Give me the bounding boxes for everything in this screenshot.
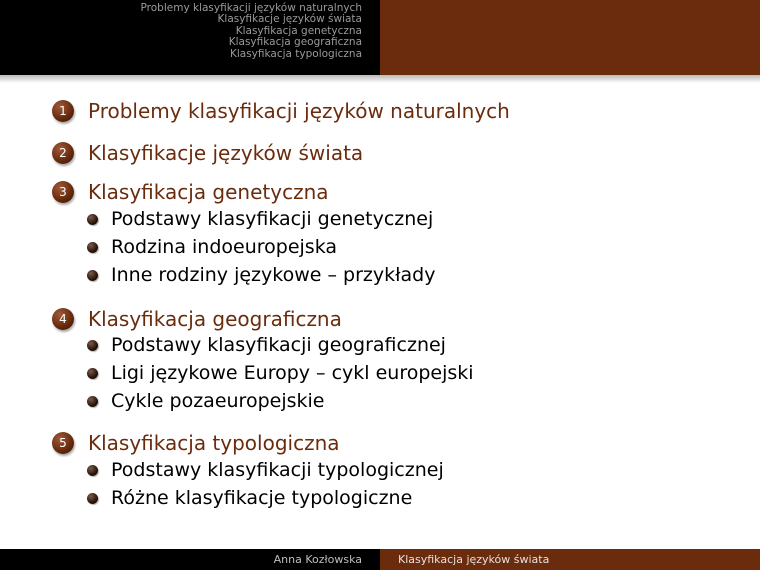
footer-author: Anna Kozłowska — [273, 553, 362, 566]
toc-subsection[interactable] — [87, 334, 446, 356]
section-number-ball: 5 — [52, 432, 74, 454]
subsection-title: Podstawy klasyfikacji typologicznej — [111, 459, 444, 481]
subsection-title: Podstawy klasyfikacji genetycznej — [111, 208, 434, 230]
bullet-icon — [87, 214, 98, 225]
toc-subsection[interactable] — [87, 264, 435, 286]
subsection-title: Ligi językowe Europy – cykl europejski — [111, 362, 474, 384]
subsection-title: Różne klasyfikacje typologiczne — [111, 487, 413, 509]
footer-right-panel — [380, 549, 760, 570]
section-number-ball: 4 — [52, 308, 74, 330]
section-number-ball: 3 — [52, 181, 74, 203]
nav-item-typologiczna[interactable]: Klasyfikacja typologiczna — [229, 47, 362, 60]
subsection-title: Podstawy klasyfikacji geograficznej — [111, 334, 446, 356]
toc-subsection[interactable] — [87, 390, 324, 412]
toc-subsection[interactable] — [87, 236, 337, 258]
toc-section-1[interactable] — [52, 99, 510, 123]
section-title: Klasyfikacje języków świata — [88, 141, 364, 165]
footer-left-panel — [0, 549, 380, 570]
section-title: Klasyfikacja genetyczna — [88, 180, 329, 204]
toc-section-3[interactable] — [52, 180, 329, 204]
section-number-ball: 2 — [52, 142, 74, 164]
toc-section-5[interactable] — [52, 431, 340, 455]
toc-subsection[interactable] — [87, 459, 444, 481]
nav-item-klasyfikacje[interactable]: Klasyfikacje języków świata — [217, 13, 362, 26]
bullet-icon — [87, 270, 98, 281]
nav-item-genetyczna[interactable]: Klasyfikacja genetyczna — [235, 24, 362, 37]
footer-bar — [0, 549, 760, 570]
bullet-icon — [87, 368, 98, 379]
toc-section-4[interactable] — [52, 307, 342, 331]
bullet-icon — [87, 493, 98, 504]
subsection-title: Rodzina indoeuropejska — [111, 236, 338, 258]
bullet-icon — [87, 396, 98, 407]
subsection-title: Inne rodziny językowe – przykłady — [111, 264, 436, 286]
toc-section-2[interactable] — [52, 141, 363, 165]
nav-item-problemy[interactable]: Problemy klasyfikacji języków naturalnych — [140, 2, 362, 14]
section-number-ball: 1 — [52, 100, 74, 122]
toc-subsection[interactable] — [87, 362, 474, 384]
bullet-icon — [87, 465, 98, 476]
section-title: Klasyfikacja geograficzna — [88, 307, 342, 331]
section-title: Klasyfikacja typologiczna — [88, 431, 340, 455]
footer-title: Klasyfikacja języków świata — [398, 553, 550, 566]
bullet-icon — [87, 340, 98, 351]
nav-item-geograficzna[interactable]: Klasyfikacja geograficzna — [228, 36, 362, 49]
toc-subsection[interactable] — [87, 208, 433, 230]
subsection-title: Cykle pozaeuropejskie — [111, 390, 325, 412]
bullet-icon — [87, 242, 98, 253]
toc-subsection[interactable] — [87, 487, 412, 509]
section-title: Problemy klasyfikacji języków naturalnych — [88, 99, 510, 123]
